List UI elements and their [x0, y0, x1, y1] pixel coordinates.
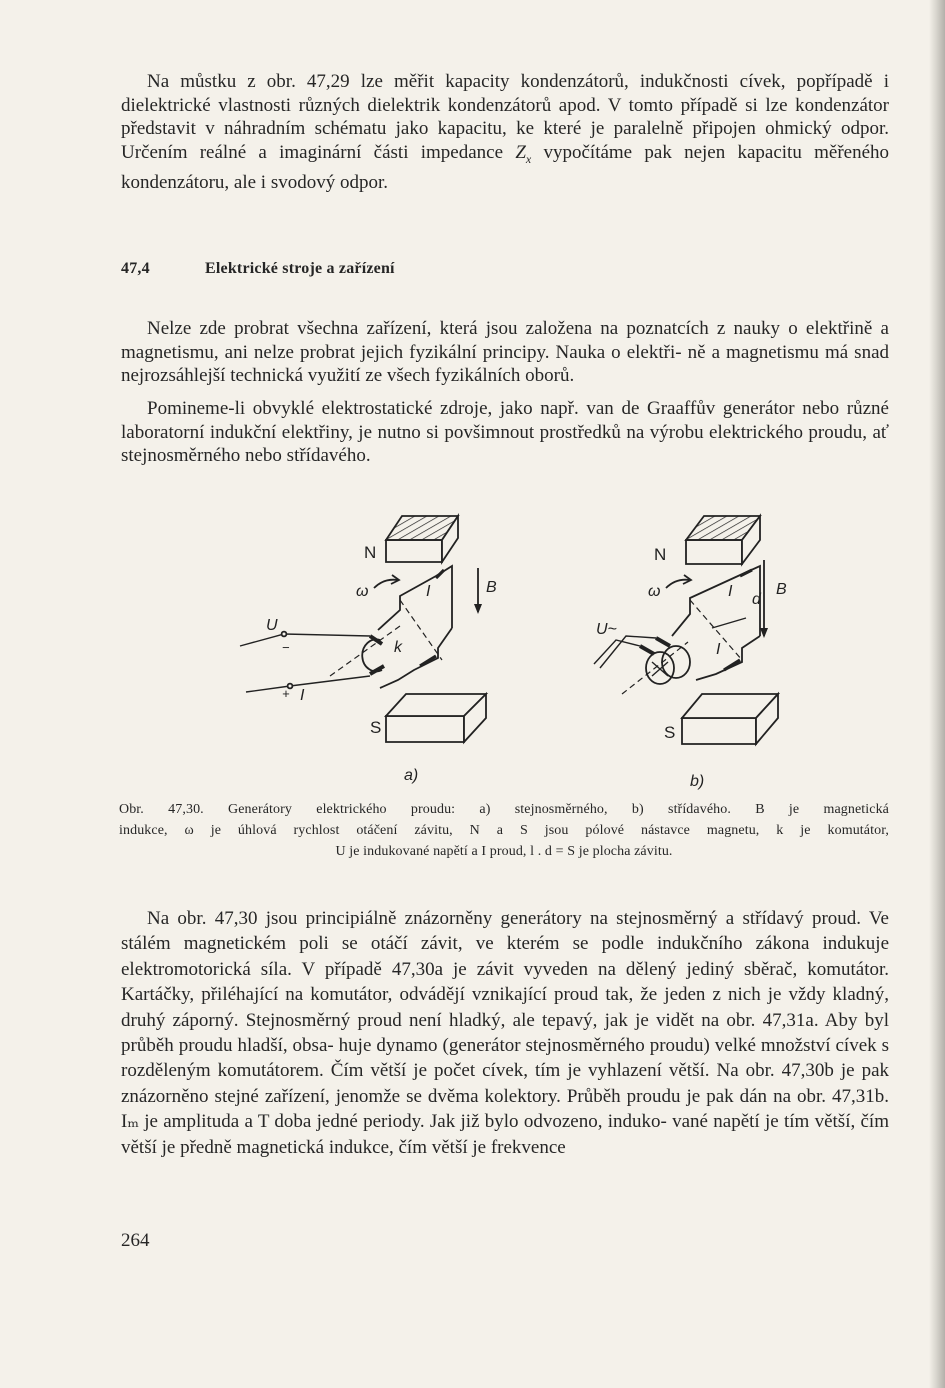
text-line: ně a magnetismu má snad nejrozsáhlejší technická využití ze všech fyzikálních oborů. [121, 341, 890, 387]
text-line: popřípadě i dielektrické vlastnosti různých dielektrik kondenzátorů apod. V tomto [121, 71, 889, 116]
impedance-subscript: x [525, 151, 532, 166]
figure-caption [119, 799, 889, 862]
impedance-symbol: Z [515, 141, 526, 163]
field-arrowhead-a [474, 604, 482, 614]
commutator-a [330, 626, 400, 676]
text-line: proud tak, že jeden z nich je vždy kladný, druhý záporný. Stejnosměrný proud není [121, 984, 890, 1031]
north-pole-block-b [686, 516, 760, 564]
label-omega-b: ω [648, 583, 661, 600]
rotation-arrow-a [374, 580, 398, 588]
generator-diagram [200, 500, 840, 790]
south-pole-block-a [386, 694, 486, 742]
rotation-arrow-b [666, 580, 690, 588]
label-south-a: S [370, 718, 382, 737]
diagram-a [240, 516, 497, 784]
label-current-wire-a: I [300, 687, 305, 704]
text-line: výrobu elektrického proudu, ať stejnosměrného nebo střídavého. [121, 421, 890, 467]
text-line: vypočítáme pak nejen kapacitu měřeného kondenzátoru, ale i svodový odpor. [121, 141, 890, 194]
caption-line: Obr. 47,30. Generátory elektrického proudu: a) stejnosměrného, b) střídavého. B je magnetická [119, 802, 889, 817]
body-paragraph [121, 906, 889, 1160]
diagram-b [594, 516, 787, 790]
field-arrowhead-b [760, 628, 768, 638]
conductor-loop-a [378, 566, 452, 688]
label-plus: + [282, 686, 290, 701]
section-paragraph-1 [121, 317, 889, 388]
text-line: Nelze zde probrat všechna zařízení, která jsou založena na poznatcích z nauky [147, 318, 780, 339]
label-length-bottom-b: I [716, 641, 721, 658]
generator-figure [200, 500, 840, 790]
label-minus: − [282, 640, 290, 655]
section-number: 47,4 [121, 260, 150, 277]
wire-bottom-a [246, 676, 370, 692]
text-line: zákona indukuje elektromotorická síla. V případě 47,30a je závit vyveden na dělený [121, 933, 890, 980]
label-voltage-b: U~ [596, 621, 617, 638]
wire-top-a [240, 634, 370, 646]
text-line: huje dynamo (generátor stejnosměrného proudu) velké množství cívek s rozděleným [121, 1035, 889, 1082]
intro-paragraph [121, 70, 889, 195]
page-number: 264 [121, 1230, 150, 1251]
label-omega-a: ω [356, 583, 369, 600]
south-pole-block-b [682, 694, 778, 744]
text-line: případě si lze kondenzátor představit v náhradním schématu jako kapacitu, ke které [121, 94, 889, 140]
text-line: vané napětí je tím větší, čím větší je předně magnetická indukce, čím větší je frekvence [121, 1111, 889, 1158]
label-commutator-k: k [394, 639, 402, 656]
subfigure-label-a: a) [404, 767, 419, 784]
text-line: jediný sběrač, komutátor. Kartáčky, přiléhající na komutátor, odvádějí vznikající [121, 958, 890, 1006]
caption-line: indukce, ω je úhlová rychlost otáčení závitu, N a S jsou pólové nástavce magnetu, k je komutátor, [119, 823, 889, 838]
page-edge-shadow [929, 0, 945, 1388]
text-line: proud. Ve stálém magnetickém poli se otáčí závit, ve kterém se podle indukčního [121, 908, 889, 955]
text-line: znázorněno stejné zařízení, jenomže se dvěma kolektory. Průběh proudu je pak dán [121, 1085, 768, 1107]
text-line: Pomineme-li obvyklé elektrostatické zdroje, jako např. van de Graaffův generátor [147, 398, 795, 419]
text-line: hladký, ale tepavý, jak je vidět na obr. 47,31a. Aby byl průběh proudu hladší, obsa- [121, 1009, 889, 1057]
label-voltage-a: U [266, 617, 278, 634]
label-length-top-b: I [728, 583, 733, 600]
section-heading [121, 260, 395, 278]
text-line: komutátorem. Čím větší je počet cívek, tím je vyhlazení větší. Na obr. 47,30b je pak [217, 1060, 889, 1082]
text-line: je paralelně připojen ohmický odpor. Určením reálné a imaginární části impedance [121, 118, 889, 163]
section-paragraph-2 [121, 397, 889, 468]
text-line: o elektřině a magnetismu, ani nelze probrat jejich fyzikální principy. Nauka o elektři- [121, 318, 889, 363]
text-line: Na obr. 47,30 jsou principiálně znázorněny generátory na stejnosměrný a střídavý [147, 908, 804, 929]
label-d-b: d [752, 591, 761, 608]
wire-1-b [594, 640, 640, 664]
label-south-b: S [664, 723, 676, 742]
label-current-a: I [426, 583, 431, 600]
caption-line: U je indukované napětí a I proud, l . d = S je plocha závitu. [335, 844, 673, 859]
text-line: Na můstku z obr. 47,29 lze měřit kapacity kondenzátorů, indukčnosti cívek, [147, 71, 786, 92]
label-b-a: B [486, 579, 497, 596]
text-line: nebo různé laboratorní indukční elektřiny, je nutno si povšimnout prostředků na [121, 398, 889, 443]
north-pole-block-a [386, 516, 458, 562]
subfigure-label-b: b) [690, 773, 705, 790]
text-line: na obr. 47,31b. Iₘ je amplituda a T doba jedné periody. Jak již bylo odvozeno, induko- [121, 1085, 890, 1133]
slip-rings-b [622, 638, 690, 694]
label-b-b: B [776, 581, 787, 598]
section-title: Elektrické stroje a zařízení [205, 260, 395, 277]
label-north-a: N [364, 543, 377, 562]
label-north-b: N [654, 545, 667, 564]
